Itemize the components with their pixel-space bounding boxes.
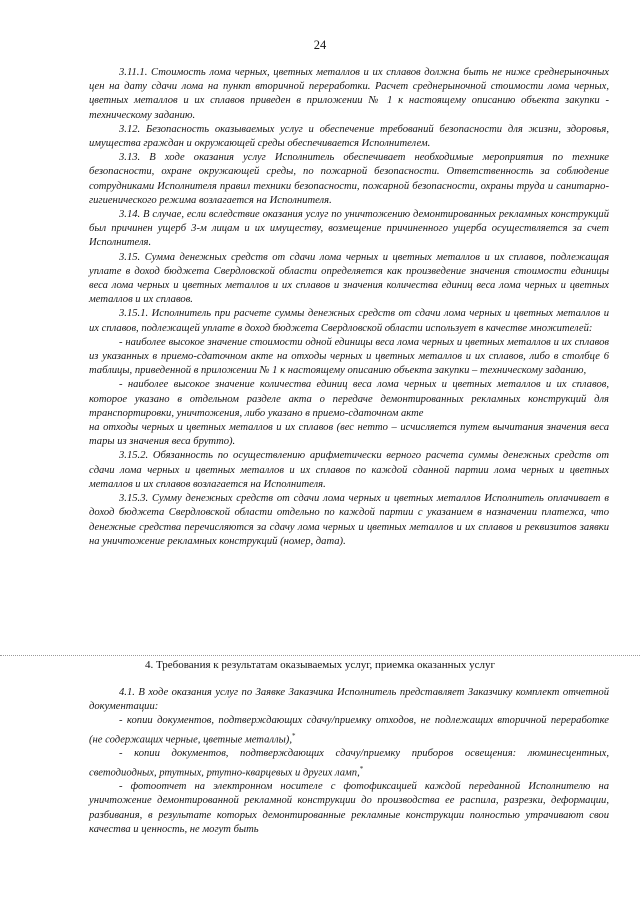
paragraph-3-13: 3.13. В ходе оказания услуг Исполнитель обеспечивает необходимые мероприятия по технике безопасности, охране окружающей среды, по пожарной безопасности. Ответственность за соблюдение сотрудниками Исполнителя правил техники безопасности, пожарной безопасности, охраны труда и санитарно-гигиенического режима возлагается на Исполнителя. bbox=[89, 152, 609, 206]
bullet-quantity-value: - наиболее высокое значение количества единиц веса лома черных и цветных металлов и их сплавов, которое указано в отдельном разделе акта о передаче демонтированных рекламных конструкций для транспортировки, уничтожения, либо указано в приемо-сдаточном акте bbox=[89, 379, 609, 419]
paragraph-4-1-text: 4.1. В ходе оказания услуг по Заявке Заказчика Исполнитель представляет Заказчику комплект отчетной документации: bbox=[89, 687, 609, 713]
paragraph-4-1 bbox=[89, 686, 609, 714]
body-text bbox=[89, 66, 609, 549]
bullet-lamps-docs bbox=[89, 747, 609, 780]
paragraph-3-15-3: 3.15.3. Сумму денежных средств от сдачи лома черных и цветных металлов Исполнитель оплачивает в доход бюджета Свердловской области отдельно по каждой партии с указанием в назначении платежа, что денежные средства перечисляются за сдачу лома черных и цветных металлов и их сплавов и реквизитов заявки на уничтожение рекламных конструкций (номер, дата). bbox=[89, 493, 609, 547]
bullet-waste-docs bbox=[89, 714, 609, 747]
section-4-text bbox=[89, 686, 609, 837]
paragraph-3-14: 3.14. В случае, если вследствие оказания услуг по уничтожению демонтированных рекламных конструкций был причинен ущерб 3-м лицам и их имуществу, возмещение причиненного ущерба осуществляется за счет Исполнителя. bbox=[89, 209, 609, 249]
paragraph-3-15-1: 3.15.1. Исполнитель при расчете суммы денежных средств от сдачи лома черных и цветных металлов и их сплавов, подлежащей уплате в доход бюджета Свердловской области использует в качестве множителей: bbox=[89, 308, 609, 334]
paragraph-3-15: 3.15. Сумма денежных средств от сдачи лома черных и цветных металлов и их сплавов, подлежащая уплате в доход бюджета Свердловской области определяется как произведение значения стоимости единицы веса лома черных и цветных металлов и их сплавов и значения количества единиц веса лома черных и цветных металлов и их сплавов. bbox=[89, 251, 609, 306]
page-number: 24 bbox=[313, 38, 327, 52]
bullet-price-value: - наиболее высокое значение стоимости одной единицы веса лома черных и цветных металлов и их сплавов из указанных в приемо-сдаточном акте на отходы черных и цветных металлов и их сплавов, либо в столбце 6 таблицы, приведенной в приложении № 1 к настоящему описанию объекта закупки – техническому заданию, bbox=[89, 336, 609, 377]
section-heading: 4. Требования к результатам оказываемых услуг, приемка оказанных услуг bbox=[144, 659, 496, 671]
bullet-waste-docs-text: - копии документов, подтверждающих сдачу/приемку отходов, не подлежащих вторичной переработке (не содержащих черные, цветные металлы), bbox=[89, 715, 609, 746]
bullet-photo-report bbox=[89, 780, 609, 837]
footnote-mark: * bbox=[291, 731, 296, 740]
bullet-quantity-continuation: на отходы черных и цветных металлов и их сплавов (вес нетто – исчисляется путем вычитания значения веса тары из значения веса брутто). bbox=[89, 422, 609, 448]
paragraph-3-15-2: 3.15.2. Обязанность по осуществлению арифметически верного расчета суммы денежных средств от сдачи лома черных и цветных металлов и их сплавов по каждой сданной партии лома черных и цветных металлов и их сплавов возлагается на Исполнителя. bbox=[89, 450, 609, 490]
section-divider bbox=[0, 655, 640, 656]
bullet-photo-report-text: - фотоотчет на электронном носителе с фотофиксацией каждой переданной Исполнителю на уничтожение демонтированной рекламной конструкции до производства ее распила, разрезки, деформации, разбивания, в результате которых демонтированные рекламные конструкции полностью утрачивают свои качества и ценность, не могут быть bbox=[89, 781, 609, 835]
footnote-mark: * bbox=[359, 764, 364, 773]
paragraph-3-12: 3.12. Безопасность оказываемых услуг и обеспечение требований безопасности для жизни, здоровья, имущества граждан и окружающей среды обеспечивается Исполнителем. bbox=[89, 123, 609, 150]
paragraph-3-11-1: 3.11.1. Стоимость лома черных, цветных металлов и их сплавов должна быть не ниже среднерыночных цен на дату сдачи лома на пункт вторичной переработки. Расчет среднерыночной стоимости лома черных, цветных металлов и их сплавов приведен в приложении № 1 к настоящему описанию объекта закупки - техническому заданию. bbox=[89, 67, 609, 121]
bullet-lamps-docs-text: - копии документов, подтверждающих сдачу/приемку приборов освещения: люминесцентных, светодиодных, ртутных, ртутно-кварцевых и других ламп, bbox=[89, 748, 609, 779]
